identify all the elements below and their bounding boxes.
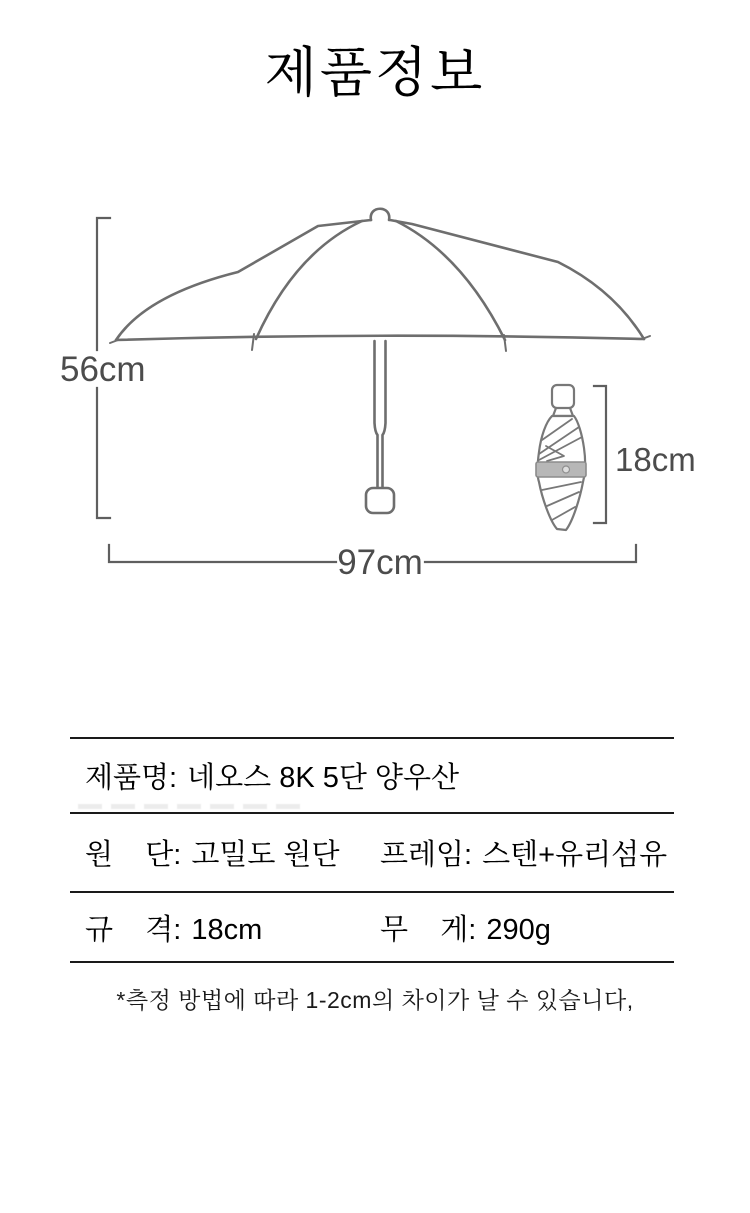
folded-umbrella-strap (536, 462, 586, 477)
fabric-cell (85, 832, 380, 873)
spec-row-fabric-frame (70, 814, 674, 893)
spec-row-product-name (70, 739, 674, 814)
weight-cell (380, 907, 551, 948)
folded-umbrella-drawing (536, 385, 586, 530)
size-cell (85, 907, 380, 948)
frame-value: 스텐+유리섬유 (482, 839, 668, 871)
fabric-value: 고밀도 원단 (191, 839, 340, 871)
fabric-label: 원 단: (85, 839, 182, 871)
spec-row-size-weight (70, 893, 674, 963)
umbrella-dimensions-diagram (0, 190, 750, 620)
folded-umbrella-handle (552, 385, 574, 408)
page-title: 제품정보 (264, 43, 486, 103)
weight-value: 290g (486, 913, 551, 946)
umbrella-ferrule (371, 209, 390, 220)
product-name-label: 제품명: (85, 762, 178, 794)
spec-table (70, 737, 674, 963)
frame-label: 프레임: (380, 839, 473, 871)
erased-text-artifact (78, 804, 306, 809)
height-dimension-label: 56cm (60, 350, 146, 389)
width-dimension-label: 97cm (337, 543, 423, 582)
umbrella-handle (366, 488, 394, 513)
folded-height-dimension-label: 18cm (615, 441, 696, 478)
product-name-cell (85, 755, 459, 796)
umbrella-shaft (375, 341, 378, 489)
size-value: 18cm (191, 913, 263, 946)
measurement-disclaimer: *측정 방법에 따라 1-2cm의 차이가 날 수 있습니다, (116, 987, 634, 1013)
size-label: 규 격: (85, 913, 182, 946)
frame-cell (380, 832, 667, 873)
strap-snap-button (563, 466, 570, 473)
weight-label: 무 게: (380, 913, 477, 946)
product-name-value: 네오스 8K 5단 양우산 (187, 762, 459, 794)
folded-height-dimension-bracket (594, 386, 606, 523)
